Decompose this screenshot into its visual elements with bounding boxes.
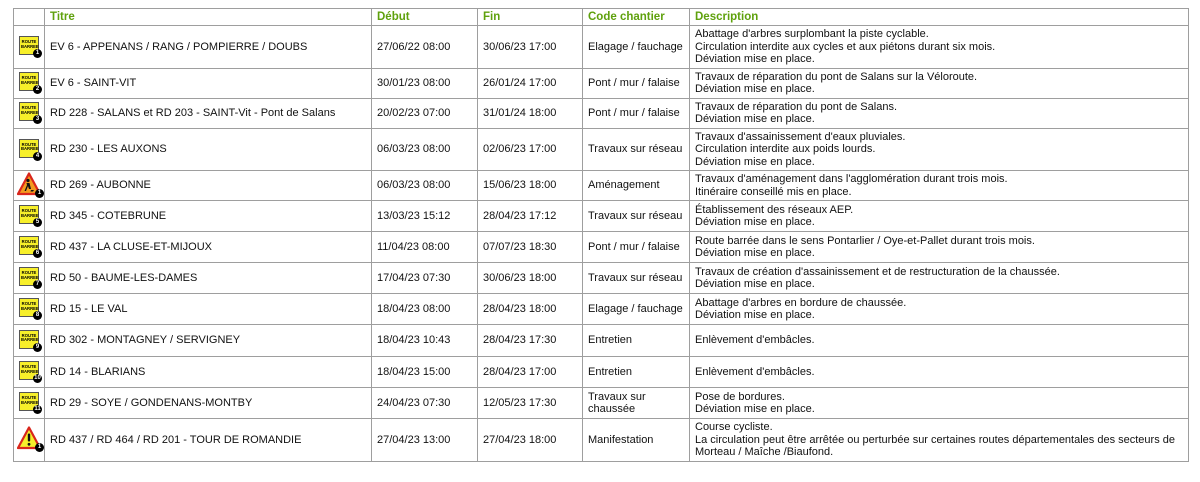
debut-cell: 24/04/23 07:30 (372, 388, 478, 419)
icon-cell (14, 263, 45, 294)
route-barree-sign-text: ROUTE BARREE (21, 105, 39, 115)
description-line: Déviation mise en place. (695, 83, 815, 95)
route-barree-icon[interactable] (19, 72, 39, 91)
incident-number-badge: 4 (33, 152, 42, 161)
titre-cell: RD 228 - SALANS et RD 203 - SAINT-Vit - Pont de Salans (45, 98, 372, 128)
debut-cell: 06/03/23 08:00 (372, 171, 478, 201)
table-row[interactable] (14, 68, 1189, 98)
description-line: Déviation mise en place. (695, 53, 815, 65)
fin-cell: 28/04/23 17:00 (478, 357, 583, 388)
code-cell: Pont / mur / falaise (583, 232, 690, 263)
fin-cell: 15/06/23 18:00 (478, 171, 583, 201)
description-line: Circulation interdite aux cycles et aux piétons durant six mois. (695, 40, 996, 53)
debut-column-header[interactable]: Début (372, 9, 478, 26)
fin-cell: 07/07/23 18:30 (478, 232, 583, 263)
table-row[interactable] (14, 201, 1189, 232)
code-column-header[interactable]: Code chantier (583, 9, 690, 26)
debut-cell: 18/04/23 15:00 (372, 357, 478, 388)
fin-cell: 27/04/23 18:00 (478, 419, 583, 462)
description-cell (690, 357, 1189, 388)
description-line: Établissement des réseaux AEP. (695, 203, 854, 216)
description-line: Pose de bordures. (695, 390, 785, 403)
danger-warning-icon[interactable] (17, 426, 41, 450)
incident-number-badge: 10 (34, 375, 41, 382)
fin-cell: 28/04/23 18:00 (478, 294, 583, 325)
fin-cell: 02/06/23 17:00 (478, 128, 583, 171)
icon-cell (14, 68, 45, 98)
fin-cell: 30/06/23 18:00 (478, 263, 583, 294)
route-barree-icon[interactable] (19, 298, 39, 317)
fin-cell: 31/01/24 18:00 (478, 98, 583, 128)
fin-cell: 26/01/24 17:00 (478, 68, 583, 98)
code-cell: Travaux sur chaussée (583, 388, 690, 419)
debut-cell: 06/03/23 08:00 (372, 128, 478, 171)
titre-cell: RD 15 - LE VAL (45, 294, 372, 325)
header-row (14, 9, 1189, 26)
description-cell (690, 294, 1189, 325)
titre-cell: RD 14 - BLARIANS (45, 357, 372, 388)
titre-cell: EV 6 - SAINT-VIT (45, 68, 372, 98)
description-line: Déviation mise en place. (695, 155, 815, 168)
code-cell: Elagage / fauchage (583, 294, 690, 325)
description-line: Travaux de réparation du pont de Salans sur la Véloroute. (695, 70, 978, 83)
titre-cell: RD 50 - BAUME-LES-DAMES (45, 263, 372, 294)
route-barree-sign-text: ROUTE BARREE (21, 75, 39, 85)
description-line: Déviation mise en place. (695, 113, 815, 125)
description-line: Travaux de création d'assainissement et de restructuration de la chaussée. (695, 265, 1060, 278)
code-cell: Pont / mur / falaise (583, 98, 690, 128)
route-barree-icon[interactable] (19, 267, 39, 286)
table-row[interactable] (14, 294, 1189, 325)
route-barree-sign-text: ROUTE BARREE (21, 39, 39, 49)
icon-cell (14, 419, 45, 462)
description-cell (690, 419, 1189, 462)
route-barree-icon[interactable] (19, 139, 39, 158)
description-cell (690, 98, 1189, 128)
description-cell (690, 128, 1189, 171)
titre-cell: RD 29 - SOYE / GONDENANS-MONTBY (45, 388, 372, 419)
route-barree-icon[interactable] (19, 36, 39, 55)
table-row[interactable] (14, 357, 1189, 388)
titre-column-header[interactable]: Titre (45, 9, 372, 26)
incident-number-badge: 6 (33, 249, 42, 258)
description-line: Travaux de réparation du pont de Salans. (695, 100, 898, 113)
description-line: Travaux d'assainissement d'eaux pluviales. (695, 130, 906, 143)
route-barree-sign-text: ROUTE BARREE (21, 141, 39, 152)
route-barree-sign-text: ROUTE BARREE (21, 332, 39, 343)
code-cell: Elagage / fauchage (583, 26, 690, 69)
route-barree-icon[interactable] (19, 236, 39, 255)
incident-number-badge: 8 (33, 311, 42, 320)
description-cell (690, 263, 1189, 294)
route-barree-icon[interactable] (19, 102, 39, 121)
icon-cell (14, 294, 45, 325)
incident-number-badge: 11 (34, 406, 41, 413)
fin-cell: 28/04/23 17:12 (478, 201, 583, 232)
incident-number-badge: 1 (33, 49, 42, 58)
icon-cell (14, 325, 45, 357)
table-row[interactable] (14, 325, 1189, 357)
table-row[interactable] (14, 171, 1189, 201)
route-barree-icon[interactable] (19, 205, 39, 224)
route-barree-icon[interactable] (19, 361, 39, 380)
titre-cell: RD 302 - MONTAGNEY / SERVIGNEY (45, 325, 372, 357)
route-barree-sign-text: ROUTE BARREE (21, 270, 39, 280)
code-cell: Aménagement (583, 171, 690, 201)
titre-cell: EV 6 - APPENANS / RANG / POMPIERRE / DOUBS (45, 26, 372, 69)
roadworks-table (13, 8, 1189, 462)
code-cell: Manifestation (583, 419, 690, 462)
description-line: Enlèvement d'embâcles. (695, 365, 815, 378)
code-cell: Travaux sur réseau (583, 201, 690, 232)
route-barree-sign-text: ROUTE BARREE (21, 239, 39, 249)
code-cell: Entretien (583, 325, 690, 357)
debut-cell: 18/04/23 10:43 (372, 325, 478, 357)
table-row[interactable] (14, 232, 1189, 263)
incident-number-badge: 7 (33, 280, 42, 289)
debut-cell: 11/04/23 08:00 (372, 232, 478, 263)
route-barree-sign-text: ROUTE BARREE (21, 364, 39, 374)
debut-cell: 13/03/23 15:12 (372, 201, 478, 232)
debut-cell: 30/01/23 08:00 (372, 68, 478, 98)
description-line: Course cycliste. (695, 421, 773, 433)
route-barree-sign-text: ROUTE BARREE (21, 395, 39, 405)
route-barree-sign-text: ROUTE BARREE (21, 208, 39, 218)
table-row[interactable] (14, 419, 1189, 462)
route-barree-icon[interactable] (19, 330, 39, 349)
description-line: Route barrée dans le sens Pontarlier / Oye-et-Pallet durant trois mois. (695, 234, 1035, 247)
titre-cell: RD 269 - AUBONNE (45, 171, 372, 201)
debut-cell: 27/06/22 08:00 (372, 26, 478, 69)
titre-cell: RD 437 / RD 464 / RD 201 - TOUR DE ROMANDIE (45, 419, 372, 462)
fin-cell: 28/04/23 17:30 (478, 325, 583, 357)
debut-cell: 18/04/23 08:00 (372, 294, 478, 325)
icon-cell (14, 388, 45, 419)
description-line: Déviation mise en place. (695, 403, 815, 415)
description-cell (690, 201, 1189, 232)
description-line: La circulation peut être arrêtée ou perturbée sur certaines routes départementales des secteurs de Morteau / Maîche /Biaufond. (695, 433, 1175, 458)
icon-cell (14, 98, 45, 128)
table-row[interactable] (14, 263, 1189, 294)
fin-cell: 30/06/23 17:00 (478, 26, 583, 69)
incident-number-badge: 3 (33, 115, 42, 124)
description-line: Circulation interdite aux poids lourds. (695, 143, 876, 155)
description-cell (690, 171, 1189, 201)
icon-cell (14, 26, 45, 69)
incident-number-badge: 1 (35, 189, 44, 198)
titre-cell: RD 345 - COTEBRUNE (45, 201, 372, 232)
debut-cell: 20/02/23 07:00 (372, 98, 478, 128)
table-row[interactable] (14, 128, 1189, 171)
description-line: Travaux d'aménagement dans l'agglomération durant trois mois. (695, 173, 1008, 185)
description-line: Déviation mise en place. (695, 216, 815, 228)
fin-column-header[interactable]: Fin (478, 9, 583, 26)
route-barree-icon[interactable] (19, 392, 39, 411)
incident-number-badge: 2 (33, 85, 42, 94)
description-line: Déviation mise en place. (695, 278, 815, 290)
incident-number-badge: 1 (35, 443, 44, 452)
description-line: Déviation mise en place. (695, 247, 815, 259)
roadworks-warning-icon[interactable] (17, 172, 41, 196)
icon-cell (14, 357, 45, 388)
table-row[interactable] (14, 26, 1189, 69)
code-cell: Pont / mur / falaise (583, 68, 690, 98)
description-line: Itinéraire conseillé mis en place. (695, 185, 852, 198)
route-barree-sign-text: ROUTE BARREE (21, 301, 39, 311)
table-row[interactable] (14, 98, 1189, 128)
titre-cell: RD 230 - LES AUXONS (45, 128, 372, 171)
description-line: Abattage d'arbres surplombant la piste cyclable. (695, 28, 929, 40)
code-cell: Entretien (583, 357, 690, 388)
debut-cell: 27/04/23 13:00 (372, 419, 478, 462)
icon-cell (14, 232, 45, 263)
incident-number-badge: 9 (33, 343, 42, 352)
description-cell (690, 232, 1189, 263)
icon-cell (14, 201, 45, 232)
icon-cell (14, 128, 45, 171)
debut-cell: 17/04/23 07:30 (372, 263, 478, 294)
table-row[interactable] (14, 388, 1189, 419)
description-column-header[interactable]: Description (690, 9, 1189, 26)
icon-cell (14, 171, 45, 201)
description-cell (690, 68, 1189, 98)
incident-number-badge: 5 (33, 218, 42, 227)
description-cell (690, 325, 1189, 357)
table-body (14, 26, 1189, 462)
description-line: Enlèvement d'embâcles. (695, 334, 815, 347)
description-cell (690, 388, 1189, 419)
icon-column-header (14, 9, 45, 26)
description-line: Abattage d'arbres en bordure de chaussée. (695, 296, 907, 309)
description-cell (690, 26, 1189, 69)
code-cell: Travaux sur réseau (583, 263, 690, 294)
fin-cell: 12/05/23 17:30 (478, 388, 583, 419)
description-line: Déviation mise en place. (695, 309, 815, 321)
titre-cell: RD 437 - LA CLUSE-ET-MIJOUX (45, 232, 372, 263)
code-cell: Travaux sur réseau (583, 128, 690, 171)
